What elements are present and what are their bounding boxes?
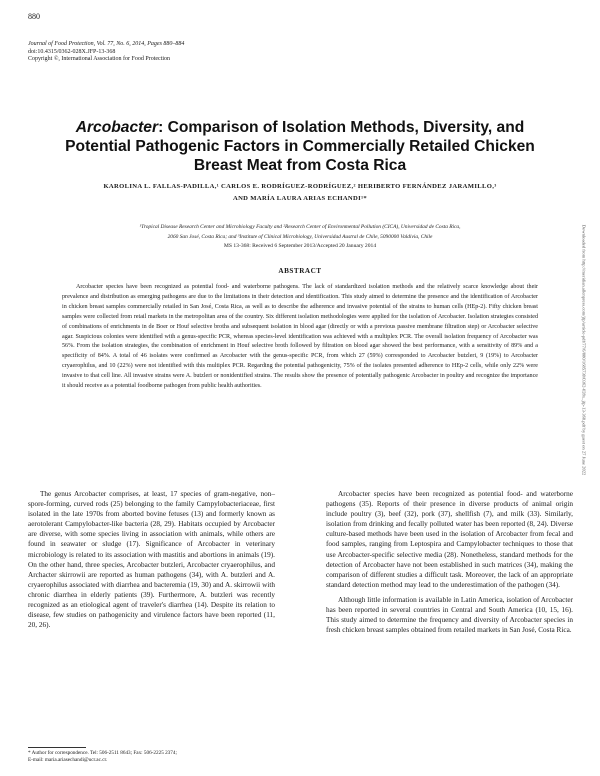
authors-line-2: AND MARÍA LAURA ARIAS ECHANDI¹* (232, 195, 368, 202)
abstract-heading: ABSTRACT (278, 267, 322, 275)
footnote-line-1: * Author for correspondence. Tel: 506-2511 8643; Fax: 506-2225 2374; (28, 750, 177, 756)
affiliation-line-1: ¹Tropical Disease Research Center and Microbiology Faculty and ²Research Center of Environmental Pollution (CICA), Universidad de Costa Rica, (139, 224, 461, 230)
footnote-line-2: E-mail: maria.ariasechandi@ucr.ac.cr. (28, 757, 108, 764)
article-title (60, 118, 540, 175)
intro-paragraph-1: The genus Arcobacter comprises, at least, 17 species of gram-negative, non–spore-forming, curved rods (25) belonging to the family Campylobacteriaceae, first isolated in the late 1970s from aborted bovine fetuses (13) and formerly known as aerotolerant Campylobacter-like bacteria (28, 29). Habitats occupied by Arcobacter are diverse, with some species living in association with animals, while others are found in seawater or sludge (17). Significance of Arcobacter in veterinary microbiology is related to its association with mastitis and abortions in animals (19). On the other hand, three species, Arcobacter butzleri, Arcobacter cryaerophilus, and Archacter skirrowii are reported as human pathogens (34), with A. butzleri and A. cryaerophilus associated with diarrhea and bacteremia (19, 30) and A. skirrowii with chronic diarrhea in elderly patients (39). Furthermore, A. butzleri was recently recognized as an etiological agent of traveler's diarrhea (14). Despite its relation to disease, few studies on pathogenicity and virulence factors have been reported (11, 20, 26). (28, 490, 275, 630)
affiliation-line-2: 2060 San José, Costa Rica; and ³Institute of Clinical Microbiology, Universidad Austral de Chile, 5090000 Valdivia, Chile (167, 234, 433, 240)
title-genus: Arcobacter (75, 119, 159, 136)
authors-line-1: KAROLINA L. FALLAS-PADILLA,¹ CARLOS E. RODRÍGUEZ-RODRÍGUEZ,² HERIBERTO FERNÁNDEZ JARAMILLO,³ (103, 183, 497, 190)
received-dates: MS 13-368: Received 6 September 2013/Accepted 20 January 2014 (223, 243, 377, 249)
footnote-divider (28, 747, 86, 748)
journal-header (28, 41, 184, 64)
journal-citation: Journal of Food Protection, Vol. 77, No. 6, 2014, Pages 880–884 (28, 41, 185, 47)
title-rest: : Comparison of Isolation Methods, Diversity, and Potential Pathogenic Factors in Commercially Retailed Chicken Breast Meat from Costa Rica (65, 119, 535, 174)
affiliations (40, 222, 560, 242)
journal-doi: doi:10.4315/0362-028X.JFP-13-368 (28, 48, 116, 55)
correspondence-footnote (28, 750, 278, 765)
body-column-right (326, 489, 573, 635)
download-watermark: Downloaded from http://meridian.allenpress.com/jfp/article-pdf/77/6/880/1685730/0362-028x_jfp-13-368.pdf by guest on 27 June 2022 (581, 224, 587, 476)
intro-paragraph-2: Arcobacter species have been recognized as potential food- and waterborne pathogens (35). Reports of their presence in diverse products of animal origin include poultry (3), beef (32), pork (37), shellfish (7), and milk (33). Similarly, isolation from drinking and fecally polluted water has been reported (8, 24). Diverse culture-based methods have been used in the isolation of Arcobacter from fecal and food samples, ranging from Leptospira and Campylobacter techniques to those that use Arcobacter-specific selective media (28). Nonetheless, standard methods for the detection of Arcobacter have not been established in such matrices (34), making the comparison of different studies a difficult task. Moreover, the lack of an appropriate standard detection method may lead to the underestimation of the pathogen (34). (326, 490, 573, 589)
author-list (40, 181, 560, 205)
abstract-body (62, 283, 538, 392)
intro-paragraph-3: Although little information is available in Latin America, isolation of Arcobacter has been reported in several countries in Central and South America (10, 15, 16). This study aimed to determine the frequency and diversity of Arcobacter species in fresh chicken breast samples obtained from retailed markets in San José, Costa Rica. (326, 595, 573, 635)
journal-copyright: Copyright ©, International Association for Food Protection (28, 56, 171, 63)
body-column-left (28, 489, 275, 630)
page-number: 880 (28, 12, 40, 21)
abstract-text: Arcobacter species have been recognized as potential food- and waterborne pathogens. The lack of standardized isolation methods and the relatively scarce knowledge about their prevalence and distribution as emerging pathogens are due to the limitations in their detection and identification. This study aimed to determine the presence and the identification of Arcobacter in chicken breast samples commercially retailed in San José, Costa Rica, as well as to describe the adherence and invasive potential of the strains to human cells (HEp-2). Fifty chicken breast samples were collected from retail markets in the metropolitan area of the country. Six different isolation methodologies were applied for the isolation of Arcobacter. Isolation strategies consisted of combinations of enrichments in de Boer or Houf selective broths and subsequent isolation in blood agar (directly or with a previous passive membrane filtration step) or Arcobacter selective agar. Suspicious colonies were identified with a genus-specific PCR, whereas species-level identification was achieved with a multiplex PCR. The overall isolation frequency of Arcobacter was 56%. From the isolation strategies, the combination of enrichment in Houf selective broth followed by filtration on blood agar showed the best performance, with a sensitivity of 89% and a specificity of 84%. A total of 46 isolates were confirmed as Arcobacter with the genus-specific PCR, from which 27 (59%) corresponded to Arcobacter butzleri, 9 (19%) to Arcobacter cryaerophilus, and 10 (22%) were not identified with this multiplex PCR. Regarding the potential pathogenicity, 75% of the isolates presented adherence to HEp-2 cells, while only 22% were invasive to that cell line. All invasive strains were A. butzleri or nonidentified strains. The results show the presence of potentially pathogenic Arcobacter in poultry and recognize the importance it should receive as a potential foodborne pathogen from public health authorities. (62, 284, 538, 390)
